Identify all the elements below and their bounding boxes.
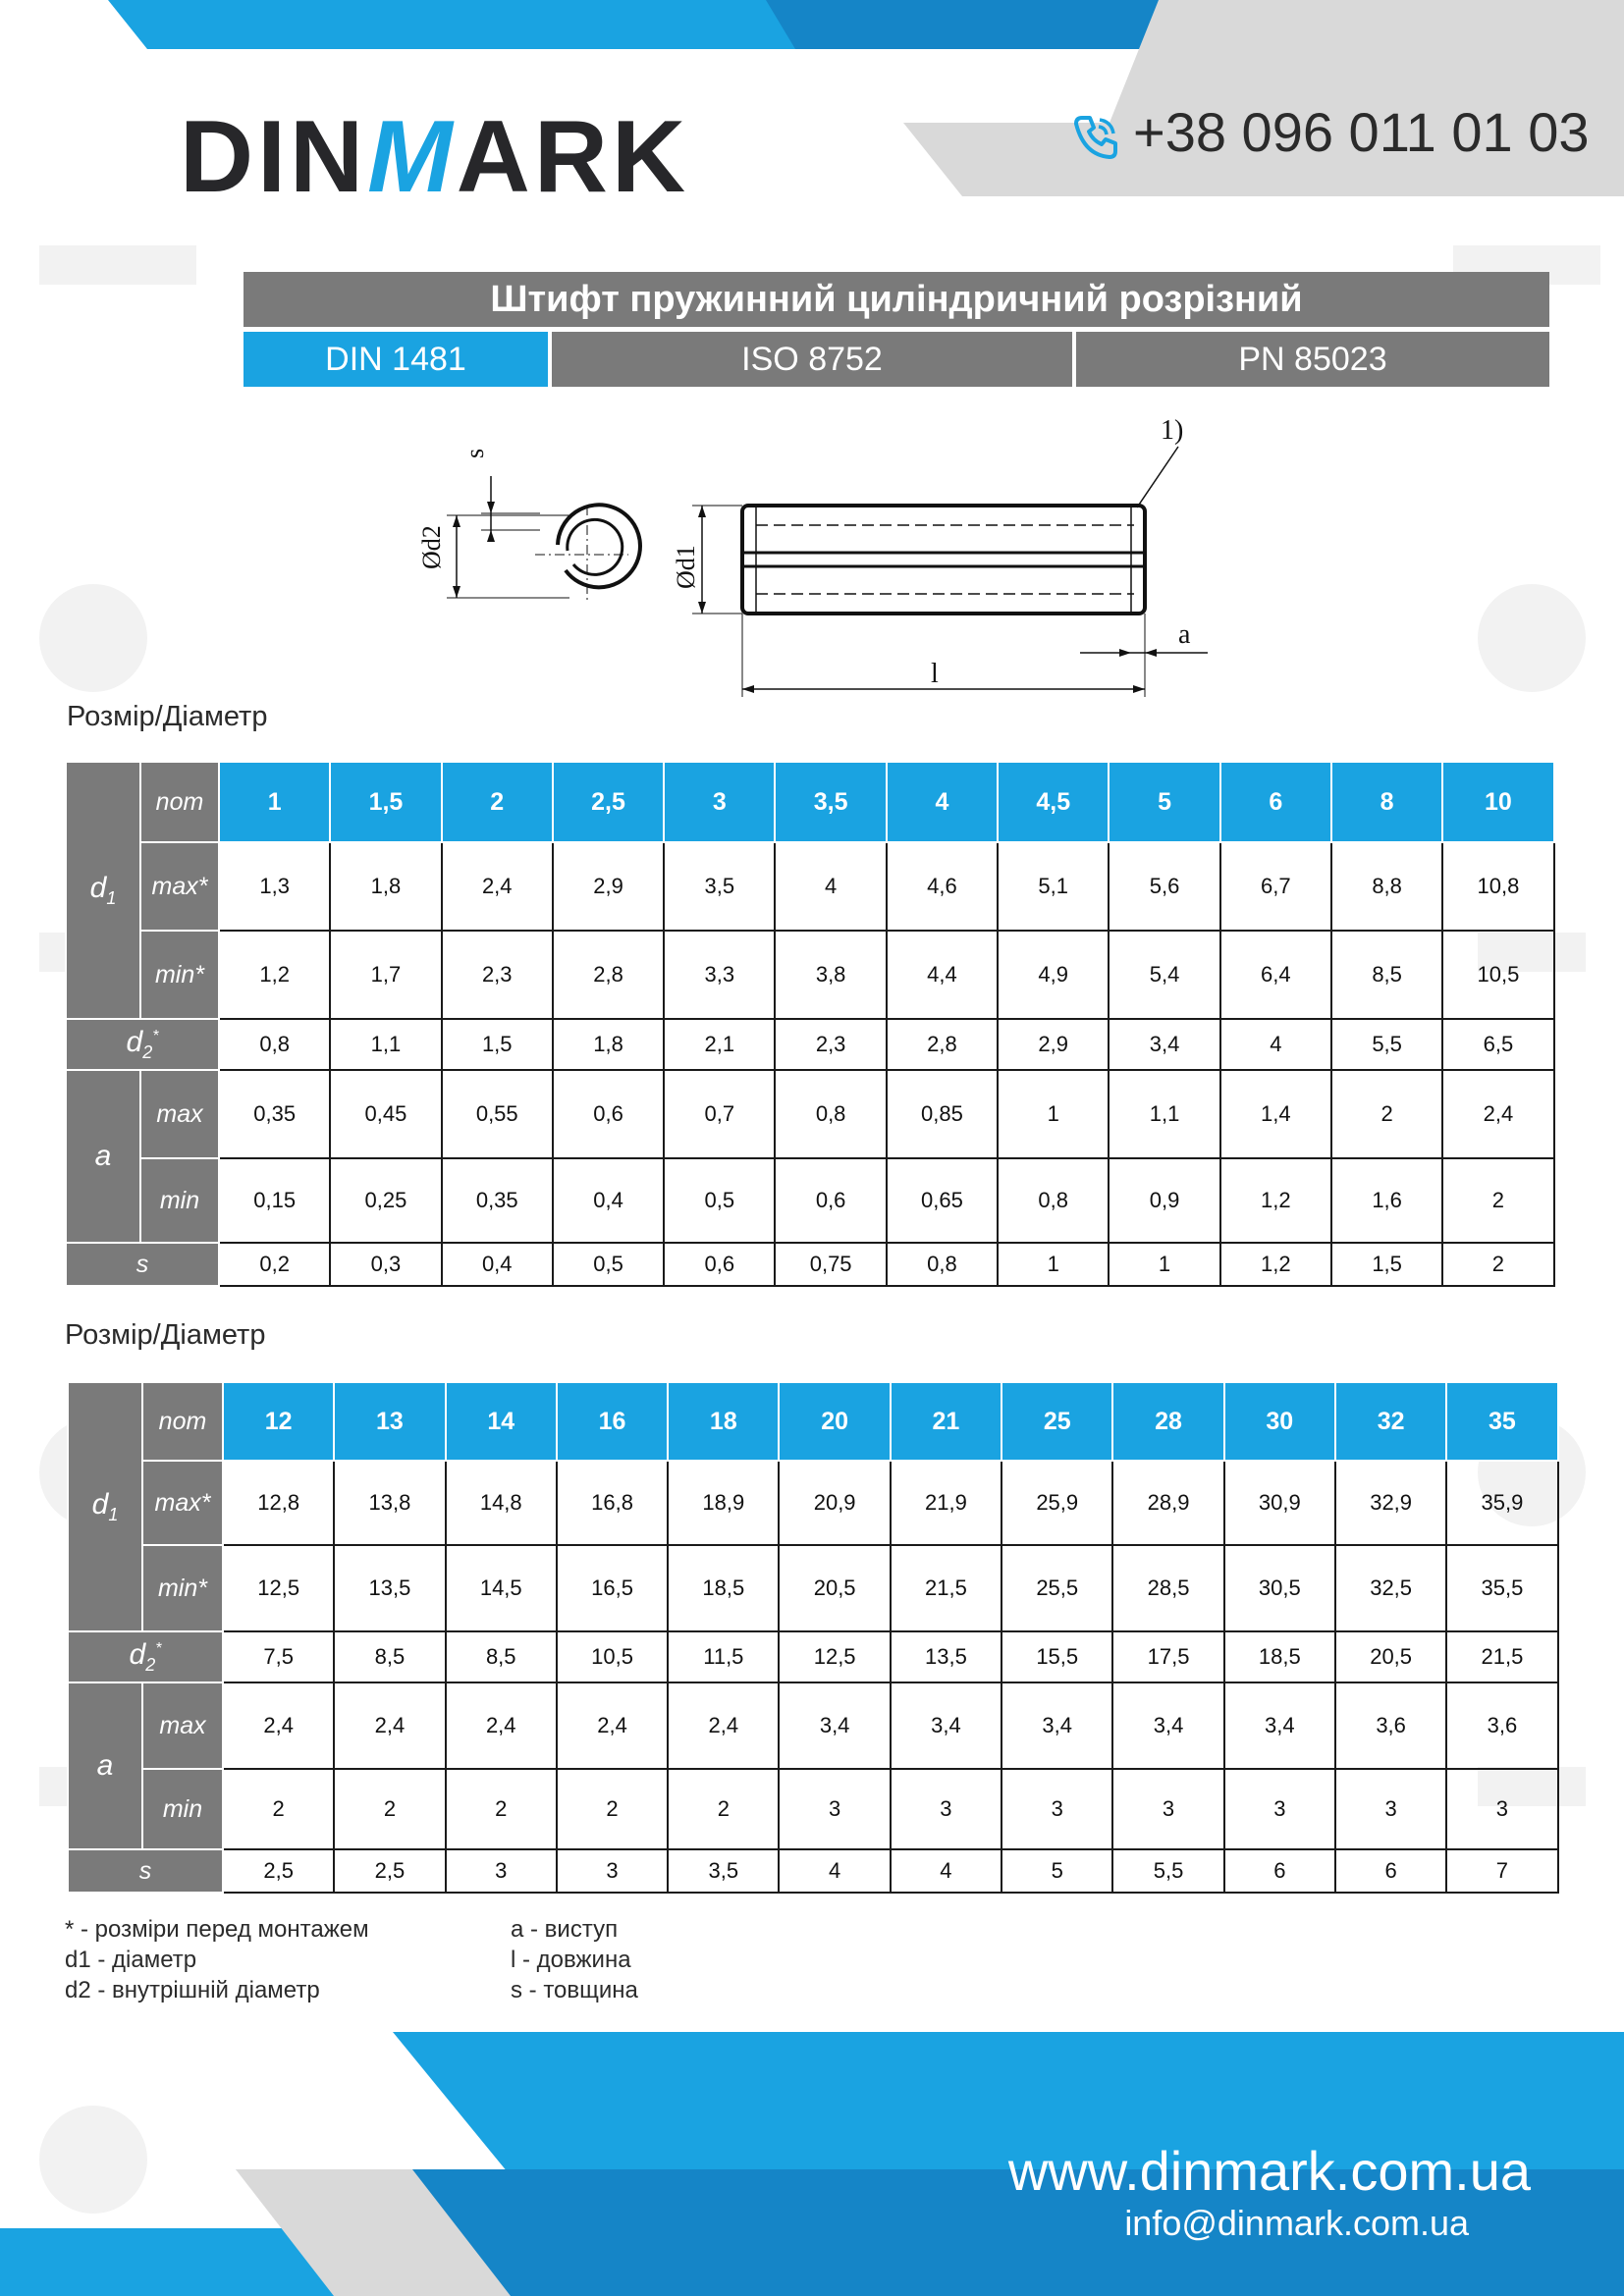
nom-cell: 12	[223, 1382, 334, 1461]
s-cell: 5	[1001, 1849, 1112, 1893]
d1-min-cell: 6,4	[1220, 931, 1331, 1019]
d1-min-cell: 1,7	[330, 931, 441, 1019]
d2-cell: 8,5	[446, 1631, 557, 1682]
a-max-cell: 0,55	[442, 1070, 553, 1158]
d1-min-cell: 32,5	[1335, 1545, 1446, 1631]
row-a-max	[68, 1682, 1558, 1769]
a-min-cell: 0,6	[775, 1158, 886, 1243]
phone-number[interactable]: +38 096 011 01 03	[1070, 93, 1590, 172]
nom-cell: 5	[1109, 762, 1219, 842]
row-d1-max	[68, 1461, 1558, 1545]
s-cell: 0,6	[664, 1243, 775, 1286]
d1-min-cell: 4,4	[887, 931, 998, 1019]
label-nom: nom	[140, 762, 219, 842]
a-max-cell: 2,4	[446, 1682, 557, 1769]
product-title: Штифт пружинний циліндричний розрізний	[244, 272, 1549, 327]
label-max: max	[142, 1682, 223, 1769]
nom-cell: 30	[1224, 1382, 1335, 1461]
d2-cell: 1,1	[330, 1019, 441, 1070]
a-min-cell: 2	[668, 1769, 779, 1849]
s-cell: 6	[1335, 1849, 1446, 1893]
d2-cell: 15,5	[1001, 1631, 1112, 1682]
d2-cell: 13,5	[891, 1631, 1001, 1682]
d1-max-cell: 5,1	[998, 842, 1109, 931]
a-max-cell: 0,35	[219, 1070, 330, 1158]
nom-cell: 6	[1220, 762, 1331, 842]
s-cell: 4	[891, 1849, 1001, 1893]
row-s	[68, 1849, 1558, 1893]
section-label-1: Розмір/Діаметр	[67, 701, 268, 732]
d1-min-cell: 14,5	[446, 1545, 557, 1631]
a-min-cell: 3	[1335, 1769, 1446, 1849]
website-link[interactable]: www.dinmark.com.ua	[1007, 2140, 1531, 2202]
size-table-1	[65, 761, 1555, 1287]
d2-cell: 2,1	[664, 1019, 775, 1070]
d1-max-cell: 4	[775, 842, 886, 931]
a-min-cell: 2	[1442, 1158, 1553, 1243]
d1-min-cell: 13,5	[334, 1545, 445, 1631]
a-max-cell: 0,7	[664, 1070, 775, 1158]
standards-row	[244, 332, 1549, 387]
s-cell: 0,8	[887, 1243, 998, 1286]
a-min-cell: 2	[334, 1769, 445, 1849]
d1-max-cell: 2,9	[553, 842, 664, 931]
d1-max-cell: 35,9	[1446, 1461, 1557, 1545]
d1-min-cell: 21,5	[891, 1545, 1001, 1631]
nom-cell: 20	[779, 1382, 890, 1461]
label-d2: Ød2	[417, 525, 446, 569]
a-min-cell: 0,25	[330, 1158, 441, 1243]
a-min-cell: 3	[891, 1769, 1001, 1849]
s-cell: 1,2	[1220, 1243, 1331, 1286]
a-min-cell: 3	[1224, 1769, 1335, 1849]
s-cell: 1	[1109, 1243, 1219, 1286]
s-cell: 4	[779, 1849, 890, 1893]
note-a: a - виступ	[511, 1916, 619, 1943]
d1-min-cell: 25,5	[1001, 1545, 1112, 1631]
a-max-cell: 0,8	[775, 1070, 886, 1158]
d2-cell: 8,5	[334, 1631, 445, 1682]
label-nom: nom	[142, 1382, 223, 1461]
label-d1: $d_1$	[66, 762, 140, 1019]
a-max-cell: 3,4	[891, 1682, 1001, 1769]
row-d2	[68, 1631, 1558, 1682]
d2-cell: 12,5	[779, 1631, 890, 1682]
d1-max-cell: 6,7	[1220, 842, 1331, 931]
d1-min-cell: 5,4	[1109, 931, 1219, 1019]
standard-iso: ISO 8752	[552, 332, 1072, 387]
d1-max-cell: 5,6	[1109, 842, 1219, 931]
a-min-cell: 3	[1112, 1769, 1223, 1849]
label-max-star: max*	[142, 1461, 223, 1545]
d2-cell: 2,9	[998, 1019, 1109, 1070]
d1-min-cell: 4,9	[998, 931, 1109, 1019]
a-max-cell: 0,6	[553, 1070, 664, 1158]
note-l: l - довжина	[511, 1947, 631, 1973]
a-max-cell: 3,4	[1224, 1682, 1335, 1769]
d1-max-cell: 1,3	[219, 842, 330, 931]
label-min: min	[140, 1158, 219, 1243]
logo-accent: M	[367, 100, 457, 214]
phone-icon	[1070, 110, 1123, 163]
size-table-2	[67, 1381, 1559, 1894]
d1-max-cell: 12,8	[223, 1461, 334, 1545]
nom-cell: 1	[219, 762, 330, 842]
s-cell: 1	[998, 1243, 1109, 1286]
s-cell: 0,5	[553, 1243, 664, 1286]
d2-cell: 2,8	[887, 1019, 998, 1070]
label-a: a	[66, 1070, 140, 1243]
standard-din: DIN 1481	[244, 332, 548, 387]
d1-min-cell: 8,5	[1331, 931, 1442, 1019]
label-l: l	[931, 659, 939, 689]
a-min-cell: 1,2	[1220, 1158, 1331, 1243]
d1-max-cell: 18,9	[668, 1461, 779, 1545]
nom-cell: 10	[1442, 762, 1553, 842]
a-min-cell: 3	[1001, 1769, 1112, 1849]
label-d2: $d_2^*$	[66, 1019, 219, 1070]
s-cell: 0,3	[330, 1243, 441, 1286]
d2-cell: 17,5	[1112, 1631, 1223, 1682]
a-min-cell: 0,5	[664, 1158, 775, 1243]
a-min-cell: 0,4	[553, 1158, 664, 1243]
s-cell: 3,5	[668, 1849, 779, 1893]
label-min: min	[142, 1769, 223, 1849]
row-d1-max	[66, 842, 1554, 931]
d1-min-cell: 2,8	[553, 931, 664, 1019]
d1-max-cell: 25,9	[1001, 1461, 1112, 1545]
row-nom	[68, 1382, 1558, 1461]
a-max-cell: 1,1	[1109, 1070, 1219, 1158]
nom-cell: 32	[1335, 1382, 1446, 1461]
d2-cell: 7,5	[223, 1631, 334, 1682]
row-s	[66, 1243, 1554, 1286]
d2-cell: 21,5	[1446, 1631, 1557, 1682]
a-min-cell: 2	[557, 1769, 668, 1849]
nom-cell: 35	[1446, 1382, 1557, 1461]
d2-cell: 11,5	[668, 1631, 779, 1682]
a-max-cell: 2,4	[557, 1682, 668, 1769]
d1-max-cell: 32,9	[1335, 1461, 1446, 1545]
label-s: s	[460, 448, 489, 458]
d2-cell: 1,8	[553, 1019, 664, 1070]
email-link[interactable]: info@dinmark.com.ua	[1124, 2203, 1469, 2243]
d2-cell: 20,5	[1335, 1631, 1446, 1682]
a-min-cell: 0,8	[998, 1158, 1109, 1243]
a-max-cell: 3,4	[1001, 1682, 1112, 1769]
a-max-cell: 1,4	[1220, 1070, 1331, 1158]
a-min-cell: 2	[446, 1769, 557, 1849]
s-cell: 3	[446, 1849, 557, 1893]
label-d1: $d_1$	[68, 1382, 142, 1631]
d1-min-cell: 3,3	[664, 931, 775, 1019]
a-min-cell: 0,65	[887, 1158, 998, 1243]
label-min-star: min*	[142, 1545, 223, 1631]
nom-cell: 14	[446, 1382, 557, 1461]
d1-min-cell: 30,5	[1224, 1545, 1335, 1631]
note-s: s - товщина	[511, 1977, 638, 2003]
s-cell: 6	[1224, 1849, 1335, 1893]
a-max-cell: 2,4	[668, 1682, 779, 1769]
a-max-cell: 2,4	[1442, 1070, 1553, 1158]
d1-min-cell: 10,5	[1442, 931, 1553, 1019]
nom-cell: 21	[891, 1382, 1001, 1461]
d2-cell: 1,5	[442, 1019, 553, 1070]
a-max-cell: 2	[1331, 1070, 1442, 1158]
d1-max-cell: 13,8	[334, 1461, 445, 1545]
d2-cell: 2,3	[775, 1019, 886, 1070]
d1-min-cell: 28,5	[1112, 1545, 1223, 1631]
a-max-cell: 3,4	[779, 1682, 890, 1769]
d1-max-cell: 21,9	[891, 1461, 1001, 1545]
row-nom	[66, 762, 1554, 842]
d1-min-cell: 20,5	[779, 1545, 890, 1631]
a-min-cell: 0,35	[442, 1158, 553, 1243]
s-cell: 0,75	[775, 1243, 886, 1286]
a-min-cell: 3	[779, 1769, 890, 1849]
s-cell: 2,5	[334, 1849, 445, 1893]
s-cell: 2,5	[223, 1849, 334, 1893]
nom-cell: 25	[1001, 1382, 1112, 1461]
row-a-min	[66, 1158, 1554, 1243]
d1-max-cell: 10,8	[1442, 842, 1553, 931]
nom-cell: 4,5	[998, 762, 1109, 842]
s-cell: 5,5	[1112, 1849, 1223, 1893]
d2-cell: 0,8	[219, 1019, 330, 1070]
d1-min-cell: 2,3	[442, 931, 553, 1019]
row-d1-min	[68, 1545, 1558, 1631]
d1-max-cell: 1,8	[330, 842, 441, 931]
label-min-star: min*	[140, 931, 219, 1019]
d1-max-cell: 3,5	[664, 842, 775, 931]
row-a-max	[66, 1070, 1554, 1158]
a-min-cell: 0,9	[1109, 1158, 1219, 1243]
nom-cell: 2,5	[553, 762, 664, 842]
a-min-cell: 1,6	[1331, 1158, 1442, 1243]
row-d2	[66, 1019, 1554, 1070]
technical-drawing	[393, 407, 1227, 702]
note-asterisk: * - розміри перед монтажем	[65, 1916, 369, 1943]
note-d2: d2 - внутрішній діаметр	[65, 1977, 320, 2003]
d1-max-cell: 14,8	[446, 1461, 557, 1545]
nom-cell: 16	[557, 1382, 668, 1461]
label-a: a	[68, 1682, 142, 1849]
note-d1: d1 - діаметр	[65, 1947, 197, 1973]
nom-cell: 13	[334, 1382, 445, 1461]
nom-cell: 2	[442, 762, 553, 842]
d1-max-cell: 16,8	[557, 1461, 668, 1545]
d1-max-cell: 28,9	[1112, 1461, 1223, 1545]
footnotes-right	[511, 1914, 805, 2005]
label-max: max	[140, 1070, 219, 1158]
label-d1: Ød1	[672, 545, 700, 589]
d1-max-cell: 30,9	[1224, 1461, 1335, 1545]
a-max-cell: 0,85	[887, 1070, 998, 1158]
d1-min-cell: 35,5	[1446, 1545, 1557, 1631]
d1-min-cell: 3,8	[775, 931, 886, 1019]
logo: DINMARK	[180, 100, 690, 214]
d2-cell: 10,5	[557, 1631, 668, 1682]
a-max-cell: 2,4	[334, 1682, 445, 1769]
d1-min-cell: 18,5	[668, 1545, 779, 1631]
nom-cell: 3	[664, 762, 775, 842]
s-cell: 2	[1442, 1243, 1553, 1286]
label-s: s	[66, 1243, 219, 1286]
s-cell: 7	[1446, 1849, 1557, 1893]
d2-cell: 18,5	[1224, 1631, 1335, 1682]
nom-cell: 28	[1112, 1382, 1223, 1461]
row-d1-min	[66, 931, 1554, 1019]
s-cell: 0,2	[219, 1243, 330, 1286]
nom-cell: 18	[668, 1382, 779, 1461]
d2-cell: 4	[1220, 1019, 1331, 1070]
section-label-2: Розмір/Діаметр	[65, 1319, 266, 1351]
a-max-cell: 3,4	[1112, 1682, 1223, 1769]
d1-max-cell: 2,4	[442, 842, 553, 931]
d1-max-cell: 8,8	[1331, 842, 1442, 931]
d1-min-cell: 16,5	[557, 1545, 668, 1631]
s-cell: 0,4	[442, 1243, 553, 1286]
row-a-min	[68, 1769, 1558, 1849]
label-note-1: 1)	[1161, 415, 1184, 446]
d1-max-cell: 4,6	[887, 842, 998, 931]
a-min-cell: 0,15	[219, 1158, 330, 1243]
nom-cell: 1,5	[330, 762, 441, 842]
a-min-cell: 2	[223, 1769, 334, 1849]
label-d2: $d_2^*$	[68, 1631, 223, 1682]
d1-min-cell: 1,2	[219, 931, 330, 1019]
label-max-star: max*	[140, 842, 219, 931]
a-min-cell: 3	[1446, 1769, 1557, 1849]
s-cell: 1,5	[1331, 1243, 1442, 1286]
standard-pn: PN 85023	[1076, 332, 1549, 387]
nom-cell: 8	[1331, 762, 1442, 842]
d2-cell: 6,5	[1442, 1019, 1553, 1070]
d2-cell: 3,4	[1109, 1019, 1219, 1070]
d1-max-cell: 20,9	[779, 1461, 890, 1545]
nom-cell: 3,5	[775, 762, 886, 842]
label-s: s	[68, 1849, 223, 1893]
a-max-cell: 3,6	[1446, 1682, 1557, 1769]
a-max-cell: 3,6	[1335, 1682, 1446, 1769]
s-cell: 3	[557, 1849, 668, 1893]
d2-cell: 5,5	[1331, 1019, 1442, 1070]
a-max-cell: 1	[998, 1070, 1109, 1158]
label-a: a	[1178, 619, 1191, 650]
a-max-cell: 2,4	[223, 1682, 334, 1769]
a-max-cell: 0,45	[330, 1070, 441, 1158]
nom-cell: 4	[887, 762, 998, 842]
d1-min-cell: 12,5	[223, 1545, 334, 1631]
